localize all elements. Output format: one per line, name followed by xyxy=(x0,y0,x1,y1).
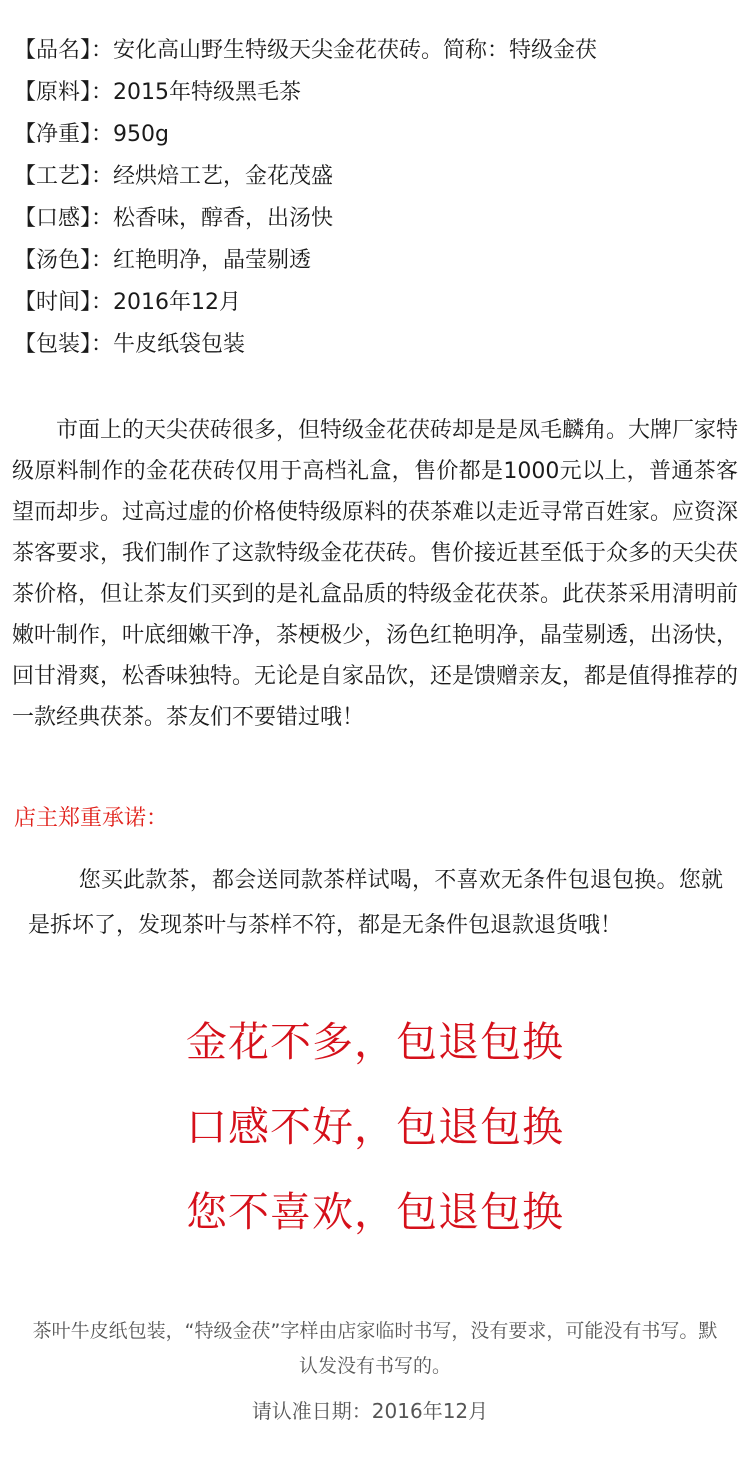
slogan-dislike: 您不喜欢，包退包换 xyxy=(186,1188,564,1236)
promise-body: 您买此款茶，都会送同款茶样试喝，不喜欢无条件包退包换。您就是拆坏了，发现茶叶与茶样不符，都是无条件包退款退货哦！ xyxy=(28,868,723,938)
spec-value: 安化高山野生特级天尖金花茯砖。简称：特级金茯 xyxy=(113,38,598,63)
spec-label: 【汤色】： xyxy=(14,248,114,273)
spec-value: 牛皮纸袋包装 xyxy=(113,332,246,357)
spec-list xyxy=(14,30,734,366)
spec-row-color xyxy=(14,240,734,282)
promise-heading: 店主郑重承诺： xyxy=(14,806,169,831)
spec-label: 【品名】： xyxy=(14,38,114,63)
spec-row-date xyxy=(14,282,734,324)
spec-label: 【口感】： xyxy=(14,206,114,231)
spec-row-packaging xyxy=(14,324,734,366)
spec-value: 红艳明净，晶莹剔透 xyxy=(113,248,312,273)
spec-label: 【原料】： xyxy=(14,80,114,105)
spec-row-taste xyxy=(14,198,734,240)
spec-row-name xyxy=(14,30,734,72)
spec-label: 【工艺】： xyxy=(14,164,114,189)
intro-paragraph: 市面上的天尖茯砖很多，但特级金花茯砖却是是凤毛麟角。大牌厂家特级原料制作的金花茯砖仅用于高档礼盒，售价都是1000元以上，普通茶客望而却步。过高过虚的价格使特级原料的茯茶难以走近寻常百姓家。应资深茶客要求，我们制作了这款特级金花茯砖。售价接近甚至低于众多的天尖茯茶价格，但让茶友们买到的是礼盒品质的特级金花茯茶。此茯茶采用清明前嫩叶制作，叶底细嫩干净，茶梗极少，汤色红艳明净，晶莹剔透，出汤快，回甘滑爽，松香味独特。无论是自家品饮，还是馈赠亲友，都是值得推荐的一款经典茯茶。茶友们不要错过哦！ xyxy=(12,418,739,730)
spec-row-process xyxy=(14,156,734,198)
packaging-footnote: 茶叶牛皮纸包装，“特级金茯”字样由店家临时书写，没有要求，可能没有书写。默认发没有书写的。 xyxy=(32,1320,718,1377)
spec-value: 经烘焙工艺，金花茂盛 xyxy=(113,164,334,189)
slogan-list xyxy=(0,1000,750,1255)
spec-value: 950g xyxy=(113,122,169,147)
spec-value: 2015年特级黑毛茶 xyxy=(113,80,302,105)
spec-row-material xyxy=(14,72,734,114)
spec-value: 2016年12月 xyxy=(113,290,241,315)
spec-label: 【包装】： xyxy=(14,332,114,357)
spec-value: 松香味，醇香，出汤快 xyxy=(113,206,334,231)
spec-label: 【净重】： xyxy=(14,122,114,147)
slogan-gold-flower: 金花不多，包退包换 xyxy=(186,1018,564,1066)
date-confirm: 请认准日期：2016年12月 xyxy=(251,1399,489,1423)
spec-label: 【时间】： xyxy=(14,290,114,315)
spec-row-weight xyxy=(14,114,734,156)
slogan-taste: 口感不好，包退包换 xyxy=(186,1103,564,1151)
